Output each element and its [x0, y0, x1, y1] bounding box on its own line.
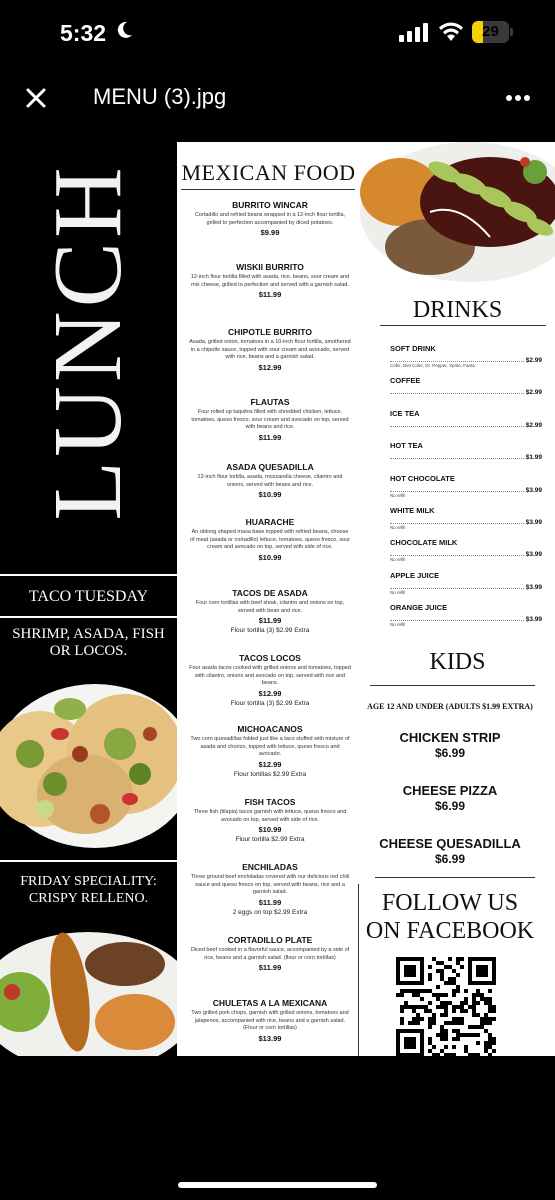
- drink-name: HOT TEA: [390, 441, 423, 451]
- enchiladas-photo: [360, 142, 555, 282]
- drink-note: No refill: [390, 557, 406, 563]
- status-bar: [0, 0, 555, 66]
- mexican-food-heading: MEXICAN FOOD: [181, 160, 356, 185]
- drink-leader: [390, 613, 542, 628]
- menu-item-description: Asada, grilled onion, tomatoes in a 10-inch flour tortilla, smothered in a chipotle sauce, topped with sour cream and avocado, served with rice, beans and a garnish salad.: [189, 339, 351, 360]
- drink-note: No refill: [390, 492, 406, 498]
- menu-item-price: $11.99: [258, 963, 282, 972]
- drink-item: [390, 538, 542, 563]
- follow-us-line1: FOLLOW US: [381, 890, 519, 916]
- drink-name: APPLE JUICE: [390, 570, 440, 580]
- menu-item-description: Four corn tortillas with beef steak, cilantro and onions on top, served with bean and rice.: [195, 600, 345, 614]
- divider: [0, 860, 177, 862]
- menu-item-description: Diced beef cooked in a flavorful sauce, accompanied by a side of rice, beans and a garnish salad. (flour or corn tortillas): [190, 947, 350, 961]
- relleno-photo: [0, 922, 177, 1056]
- menu-item-name: CHIPOTLE BURRITO: [228, 327, 312, 337]
- drink-name: WHITE MILK: [390, 506, 435, 515]
- drink-price: $2.99: [525, 389, 542, 397]
- menu-item: [189, 517, 351, 563]
- divider: [370, 685, 535, 686]
- menu-item: [189, 653, 351, 708]
- status-time: 5:32: [60, 20, 107, 46]
- menu-item-price: $12.99: [258, 362, 282, 372]
- menu-item-name: CHULETAS A LA MEXICANA: [212, 998, 328, 1008]
- kids-heading: KIDS: [429, 649, 486, 675]
- drink-name: ORANGE JUICE: [390, 603, 448, 613]
- drinks-heading: DRINKS: [412, 297, 503, 323]
- qr-code[interactable]: [396, 957, 496, 1056]
- battery-level: 29: [482, 23, 499, 40]
- divider: [358, 884, 359, 1056]
- menu-item-description: Two grilled pork chops, garnish with grilled onions, tomatoes and jalapenos, accompanied with rice, beans and a garnish salad. (Flour or corn tortillas): [191, 1010, 349, 1031]
- drink-price: $3.99: [525, 583, 542, 591]
- menu-item: [189, 462, 351, 500]
- menu-item: [189, 262, 351, 300]
- drink-item: [390, 441, 542, 462]
- menu-item: [189, 998, 351, 1044]
- drink-leader: [390, 354, 542, 368]
- divider: [181, 189, 355, 190]
- friday-item: CRISPY RELLENO.: [28, 891, 149, 906]
- kids-note: AGE 12 AND UNDER (ADULTS $1.99 EXTRA): [367, 702, 533, 711]
- drink-price: $3.99: [525, 616, 542, 624]
- drink-name: CHOCOLATE MILK: [390, 538, 458, 548]
- drink-item: [390, 506, 542, 530]
- divider: [0, 574, 177, 576]
- drink-note: No refill: [390, 589, 406, 595]
- kids-item-name: CHICKEN STRIP: [399, 730, 501, 745]
- drink-name: SOFT DRINK: [390, 344, 436, 353]
- menu-item: [189, 797, 351, 844]
- close-button[interactable]: [22, 84, 50, 112]
- drink-name: COFFEE: [390, 376, 421, 386]
- friday-heading: FRIDAY SPECIALITY:: [20, 874, 157, 889]
- menu-item-description: Two corn quesadillas folded just like a taco stuffed with mixture of asada and chorizo, topped with lettuce, queso fresco and avocado.: [190, 736, 350, 757]
- kids-item-name: CHEESE PIZZA: [402, 783, 498, 798]
- menu-item-name: ASADA QUESADILLA: [226, 462, 314, 472]
- menu-item-name: ENCHILADAS: [242, 862, 298, 872]
- menu-item-name: TACOS DE ASADA: [232, 588, 308, 598]
- kids-item-price: $6.99: [434, 746, 466, 760]
- drink-item: [390, 603, 542, 628]
- drink-price: $3.99: [525, 486, 542, 494]
- kids-item: [360, 783, 540, 814]
- menu-item-price: $11.99: [258, 290, 282, 299]
- menu-item-price: $12.99: [258, 688, 282, 698]
- menu-item: [189, 397, 351, 443]
- drink-note: Coke, Diet Coke, Dr. Pepper, Sprite, Fanta: [390, 363, 475, 368]
- divider: [0, 616, 177, 618]
- drink-item: [390, 409, 542, 427]
- file-title: MENU (3).jpg: [93, 84, 227, 109]
- menu-item: [189, 935, 351, 973]
- menu-item-name: BURRITO WINCAR: [232, 200, 308, 210]
- menu-item: [189, 724, 351, 779]
- drink-leader: [390, 516, 542, 530]
- menu-item-price: $11.99: [258, 616, 282, 625]
- menu-item-price: $10.99: [258, 490, 282, 499]
- kids-item-price: $6.99: [434, 799, 466, 813]
- tacos-photo: [0, 674, 177, 850]
- menu-item-description: 12-inch flour tortilla, asada, mozzarella cheese, cilantro and onions, served with beans and rice.: [197, 474, 343, 488]
- menu-item-price: $13.99: [258, 1033, 282, 1043]
- drink-item: [390, 344, 542, 368]
- drink-leader: [390, 548, 542, 563]
- menu-item-name: MICHOACANOS: [237, 724, 303, 734]
- menu-item: [189, 862, 351, 917]
- menu-item-description: An oblong shaped masa base topped with refried beans, choose of meat (asada or cortadillo) lettuce, tomatoes, queso fresco, sour cream and avocado on top, served with side of rice.: [189, 529, 351, 550]
- menu-item: [189, 200, 351, 238]
- menu-item-price: $10.99: [258, 825, 282, 834]
- menu-item-extra: Flour tortillas $2.99 Extra: [233, 770, 307, 778]
- drink-name: ICE TEA: [390, 408, 420, 418]
- moon-icon: [114, 20, 134, 46]
- more-button[interactable]: [504, 88, 532, 108]
- drinks-kids-section: [360, 142, 555, 1056]
- drink-leader: [390, 451, 542, 462]
- menu-item: [189, 327, 351, 373]
- drink-price: $3.99: [525, 551, 542, 559]
- menu-item-extra: Flour tortilla (3) $2.99 Extra: [230, 699, 310, 707]
- kids-item-price: $6.99: [434, 852, 466, 866]
- drink-item: [390, 376, 542, 397]
- kids-item-name: CHEESE QUESADILLA: [379, 836, 521, 851]
- menu-item-description: 12-inch flour tortilla filled with asada, rice, beans, sour cream and mix cheese, grilled to perfection and served with a garnish salad.: [190, 274, 350, 288]
- menu-item-extra: Flour tortilla (3) $2.99 Extra: [230, 627, 310, 634]
- drink-name: HOT CHOCOLATE: [390, 473, 455, 483]
- menu-item-description: Four rolled up taquitos filled with shredded chicken, lettuce, tomatoes, queso fresco, sour cream and avocado on top, served with beans and rice.: [191, 409, 349, 430]
- menu-item-name: WISKII BURRITO: [236, 262, 304, 272]
- battery-icon: [472, 21, 513, 43]
- menu-item-name: FISH TACOS: [244, 797, 296, 807]
- drink-item: [390, 570, 542, 595]
- kids-item: [360, 836, 540, 867]
- divider: [380, 325, 546, 326]
- drink-leader: [390, 484, 542, 498]
- mexican-food-section: [177, 142, 360, 1056]
- menu-item-description: Four asada tacos cooked with grilled onions and tomatoes, topped with cilantro, onions and avocado on top, served with rice and beans.: [189, 665, 351, 686]
- menu-item-price: $10.99: [258, 552, 282, 562]
- home-indicator[interactable]: [178, 1182, 377, 1188]
- menu-sidebar: [0, 142, 177, 1056]
- taco-tuesday-items: SHRIMP, ASADA, FISH OR LOCOS.: [12, 626, 165, 659]
- menu-item-name: FLAUTAS: [250, 397, 290, 407]
- menu-item-extra: 2 eggs on top $2.99 Extra: [232, 908, 308, 916]
- menu-item-description: Three ground beef enchiladas covered with our delicious red chili sauce and queso fresco on top, served with beans, rice and a garnish salad.: [190, 874, 350, 895]
- lunch-heading: LUNCH: [34, 163, 142, 521]
- menu-item-name: CORTADILLO PLATE: [227, 935, 313, 945]
- kids-item: [360, 730, 540, 761]
- drink-price: $2.99: [525, 357, 542, 364]
- drink-note: No refill: [390, 525, 406, 530]
- wifi-icon: [438, 20, 464, 42]
- drink-leader: [390, 386, 542, 397]
- menu-image[interactable]: [0, 142, 555, 1056]
- menu-item-description: Three fish (tilapia) tacos garnish with lettuce, queso fresco and avocado on top, served with side of rice.: [193, 809, 347, 823]
- drink-price: $2.99: [525, 421, 542, 429]
- drink-leader: [390, 419, 542, 427]
- drink-price: $3.99: [525, 519, 542, 526]
- follow-us-line2: ON FACEBOOK: [365, 918, 535, 944]
- drink-item: [390, 473, 542, 498]
- more-icon: [504, 88, 532, 108]
- menu-item-price: $9.99: [260, 228, 280, 237]
- drink-note: No refill: [390, 622, 406, 628]
- drink-price: $1.99: [525, 454, 542, 462]
- drink-leader: [390, 581, 542, 595]
- menu-item-price: $12.99: [258, 759, 282, 769]
- menu-item: [189, 588, 351, 635]
- taco-tuesday-heading: TACO TUESDAY: [28, 588, 149, 605]
- menu-item-price: $11.99: [258, 432, 282, 442]
- signal-icon: [399, 22, 429, 42]
- menu-item-name: TACOS LOCOS: [239, 653, 301, 663]
- menu-item-description: Cortadillo and refried beans wrapped in a 12-inch flour tortilla, grilled to perfection accompanied by diced potatoes.: [194, 212, 346, 226]
- close-icon: [22, 84, 50, 112]
- menu-item-name: HUARACHE: [245, 517, 295, 527]
- menu-item-extra: Flour tortilla $2.99 Extra: [235, 836, 305, 843]
- divider: [375, 877, 535, 878]
- menu-item-price: $11.99: [258, 897, 282, 907]
